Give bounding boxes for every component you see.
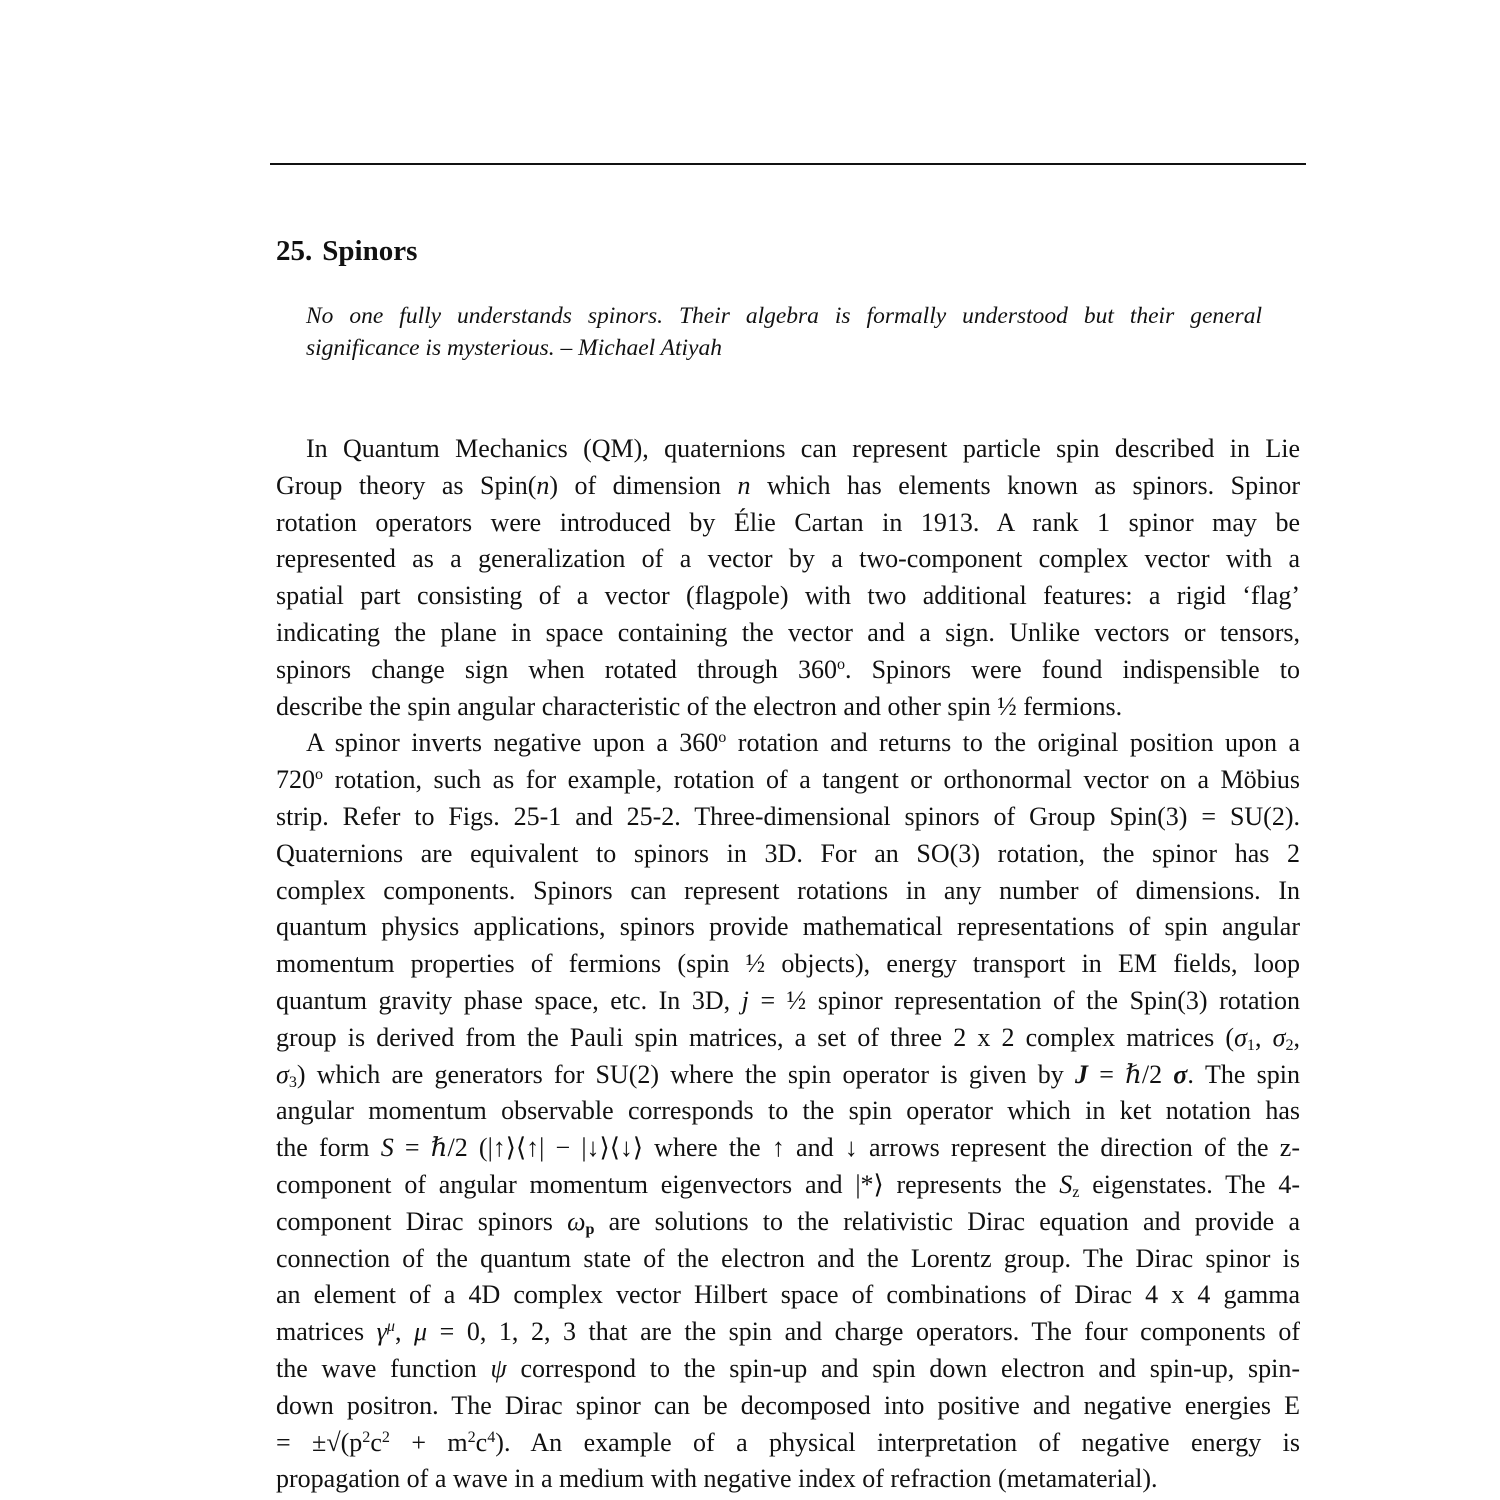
text-line: spatial part consisting of a vector (flagpole) with two additional features: a rigid ‘flag’ <box>276 581 1300 611</box>
epigraph <box>306 300 1262 364</box>
paragraph <box>276 725 1300 1498</box>
text-line: Quaternions are equivalent to spinors in 3D. For an SO(3) rotation, the spinor has 2 <box>276 838 1300 868</box>
text-line: quantum gravity phase space, etc. In 3D, j = ½ spinor representation of the Spin(3) rotation <box>276 985 1300 1015</box>
text-line: indicating the plane in space containing the vector and a sign. Unlike vectors or tensors, <box>276 617 1300 647</box>
text-line: 720$^o$ rotation, such as for example, rotation of a tangent or orthonormal vector on a Möbius <box>276 765 1300 795</box>
text-line: the wave function ψ correspond to the spin-up and spin down electron and spin-up, spin- <box>276 1353 1300 1383</box>
chapter-heading <box>276 233 417 269</box>
text-line: spinors change sign when rotated through 360$^o$. Spinors were found indispensible to <box>276 654 1300 684</box>
text-line: A spinor inverts negative upon a 360$^o$ rotation and returns to the original position upon a <box>306 728 1300 758</box>
text-line: rotation operators were introduced by Élie Cartan in 1913. A rank 1 spinor may be <box>276 507 1300 537</box>
text-line: an element of a 4D complex vector Hilbert space of combinations of Dirac 4 x 4 gamma <box>276 1280 1300 1310</box>
epigraph-line: No one fully understands spinors. Their algebra is formally understood but their general <box>306 303 1262 329</box>
text-line: describe the spin angular characteristic of the electron and other spin ½ fermions. <box>276 691 1123 721</box>
text-line: component Dirac spinors $\omega_p$ are solutions to the relativistic Dirac equation and provide a <box>276 1206 1300 1238</box>
text-line: strip. Refer to Figs. 25-1 and 25-2. Three-dimensional spinors of Group Spin(3) = SU(2). <box>276 801 1300 831</box>
text-line: represented as a generalization of a vector by a two-component complex vector with a <box>276 544 1300 574</box>
text-line: angular momentum observable corresponds to the spin operator which in ket notation has <box>276 1096 1300 1126</box>
text-line: propagation of a wave in a medium with negative index of refraction (metamaterial). <box>276 1464 1158 1494</box>
text-line: the form S = ℏ/2 (|↑⟩⟨↑| − |↓⟩⟨↓⟩ where the ↑ and ↓ arrows represent the direction of the z- <box>276 1133 1300 1163</box>
header-rule <box>270 163 1306 165</box>
text-line: quantum physics applications, spinors provide mathematical representations of spin angular <box>276 912 1300 942</box>
text-line: down positron. The Dirac spinor can be decomposed into positive and negative energies E <box>276 1390 1300 1420</box>
text-line: In Quantum Mechanics (QM), quaternions can represent particle spin described in Lie <box>306 434 1300 463</box>
text-line: connection of the quantum state of the electron and the Lorentz group. The Dirac spinor is <box>276 1243 1300 1273</box>
chapter-number: 25. <box>276 235 313 267</box>
text-line: complex components. Spinors can represent rotations in any number of dimensions. In <box>276 875 1300 905</box>
text-line: Group theory as Spin(n) of dimension n which has elements known as spinors. Spinor <box>276 470 1300 500</box>
text-line: group is derived from the Pauli spin matrices, a set of three 2 x 2 complex matrices ($\sigma_1$, $\sigma_2$, <box>276 1022 1300 1054</box>
epigraph-line: significance is mysterious. – Michael Atiyah <box>306 335 722 361</box>
text-line: momentum properties of fermions (spin ½ objects), energy transport in EM fields, loop <box>276 949 1300 979</box>
paragraph <box>276 431 1300 725</box>
text-line: matrices $\gamma^\mu$, μ = 0, 1, 2, 3 that are the spin and charge operators. The four components of <box>276 1317 1300 1347</box>
text-line: component of angular momentum eigenvectors and |*⟩ represents the $S_z$ eigenstates. The 4- <box>276 1169 1300 1201</box>
text-line: $\sigma_3$) which are generators for SU(2) where the spin operator is given by J = ℏ/2 σ. The spin <box>276 1059 1300 1091</box>
body-text <box>276 431 1300 1498</box>
text-line: = $\pm√(p^2c^2 + m^2c^4)$. An example of a physical interpretation of negative energy is <box>276 1427 1300 1457</box>
chapter-title: Spinors <box>322 235 418 267</box>
